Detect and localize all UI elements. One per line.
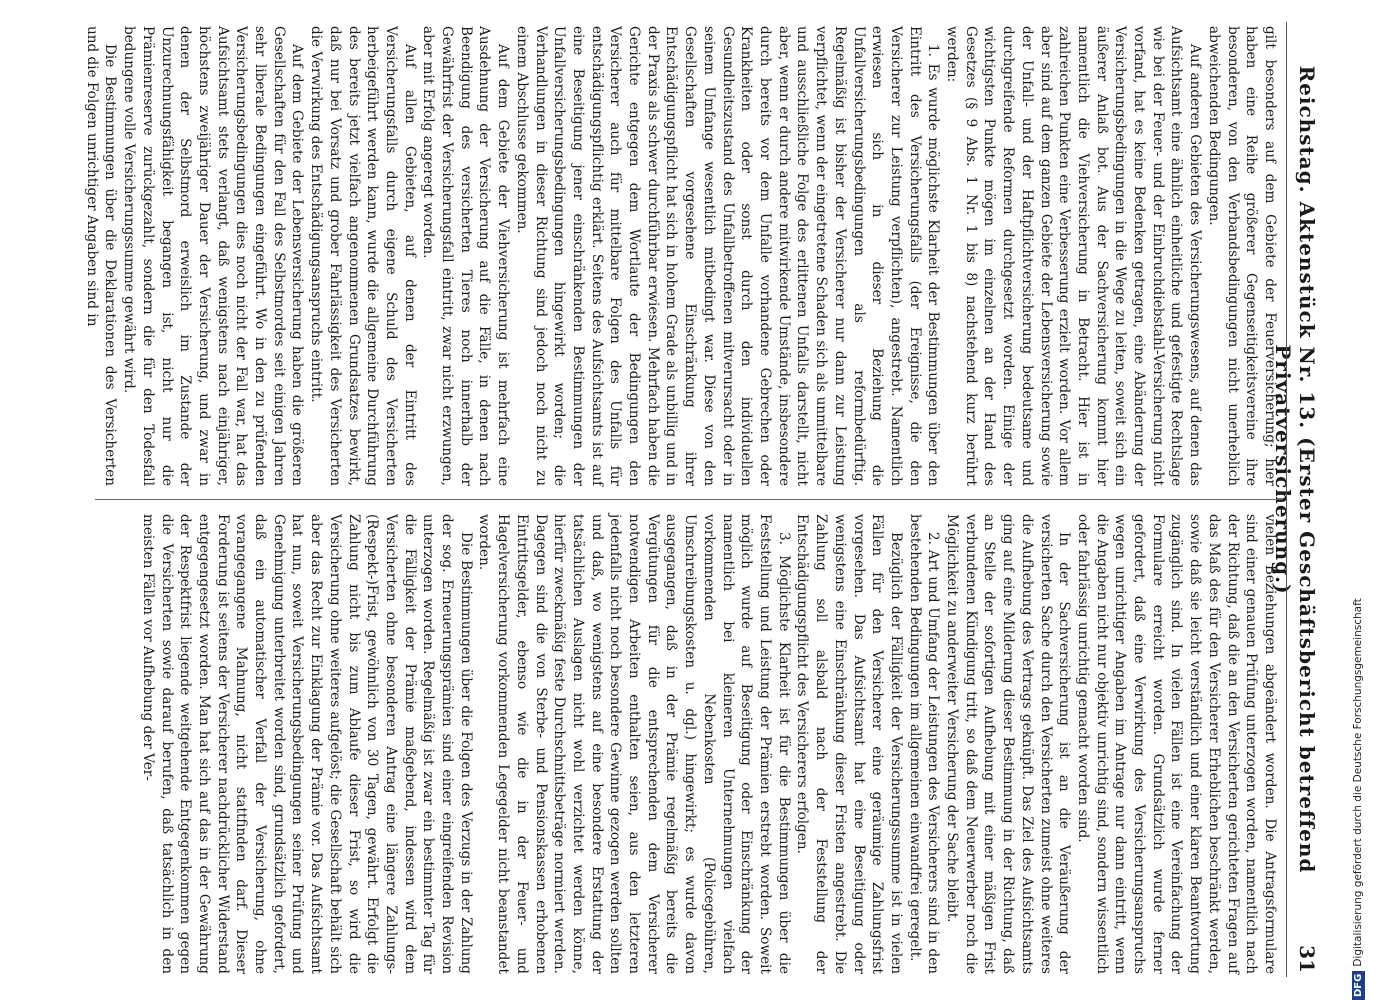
paragraph: Die Bestimmungen über die Folgen des Verzugs in der Zahlung der sog. Erneuerungsprämien sind einer eingreifenden Revision unterzogen worden. Regelmäßig ist zwar ein bestimmter Tag für die Fälligkeit der Prämie maßgebend, indessen wird dem Versicherten ohne besonderen Antrag eine längere Zahlungs-(Respekt-)Frist, gewöhnlich von 30 Tagen, gewährt. Erfolgt die Zahlung nicht bis zum Ablaufe dieser Frist, so wird die Versicherung ohne weiteres aufgelöst; die Gesellschaft behält sich aber das Recht zur Einklagung der Prämie vor. Das Aufsichtsamt hat nun, soweit Versicherungsbedingungen seiner Prüfung und Genehmigung unterbreitet worden sind, grundsätzlich gefordert, daß ein automatischer Verfall der Versicherung, ohne vorangegangene Mahnung, nicht stattfinden darf. Dieser Forderung ist seitens der Versicherer nachdrücklicher Widerstand entgegengesetzt worden. Man hat sich auf das in der Gewährung der Respektfrist liegende weitgehende Entgegenkommen gegen die Versicherten sowie darauf berufen, daß tatsächlich in den meisten Fällen vor Aufhebung der Ver- [139,514,474,974]
paragraph: 1. Es wurde möglichste Klarheit der Bestimmungen über den Eintritt des Versicherungsfalls (der Ereignisse, die den Versicherer zur Leistung verpflichten), angestrebt. Namentlich erwiesen sich in dieser Beziehung die Unfallversicherungsbedingungen als reformbedürftig. Regelmäßig ist bisher der Versicherer nur dann zur Leistung verpflichtet, wenn der eingetretene Schaden sich als unmittelbare und ausschließliche Folge des erlittenen Unfalls darstellt, nicht aber, wenn er durch andere mitwirkende Umstände, insbesondere durch bereits vor dem Unfalle vorhandene Gebrechen oder Krankheiten oder sonst durch den individuellen Gesundheitszustand des Unfallbetroffenen mitverursacht oder in seinem Umfange wesentlich mitbedingt war. Diese von den Gesellschaften vorgesehene Einschränkung ihrer Entschädigungspflicht hat sich in hohem Grade als unbillig und in der Praxis als schwer durchführbar erwiesen. Mehrfach haben die Gerichte entgegen dem Wortlaute der Bedingungen den Versicherer auch für mittelbare Folgen des Unfalls für entschädigungspflichtig erklärt. Seitens des Aufsichtsamts ist auf eine Beseitigung jener einschränkenden Bestimmungen der Unfallversicherungsbedingungen hingewirkt worden; die Verhandlungen in dieser Richtung sind jedoch noch nicht zu einem Abschlusse gekommen. [513,26,942,486]
paragraph: In der Sachversicherung ist an die Veräußerung der versicherten Sache durch den Versicherten zumeist ohne weiteres die Aufhebung des Vertrags geknüpft. Das Ziel des Aufsichtsamts ging auf eine Milderung dieser Bestimmung in der Richtung, daß an Stelle der sofortigen Aufhebung mit einer mäßigen Frist verbundenen Kündigung tritt, so daß dem Neuerwerber noch die Möglichkeit zu anderweiter Versicherung der Sache bleibt. [944,514,1073,974]
footer-text: Digitalisierung gefördert durch die Deutsche Forschungsgemeinschaft [1352,598,1364,967]
page-number: 31 [1295,945,1319,973]
paragraph: gilt besonders auf dem Gebiete der Feuerversicherung; hier haben eine Reihe größerer Gegenseitigkeitsvereine ihre besonderen, von den Verbandsbedingungen nicht unerheblich abweichenden Bedingungen. [1205,26,1278,486]
right-column [138,514,1279,974]
dfg-logo: DFG [1352,971,1365,1000]
paragraph: Auf anderen Gebieten des Versicherungswesens, auf denen das Aufsichtsamt eine ähnlich einheitliche und gefestigte Rechtslage wie bei der Feuer- und der Einbruchdiebstahl-Versicherung nicht vorfand, hat es keine Bedenken getragen, eine Abänderung der Versicherungsbedingungen in die Wege zu leiten, soweit sich ein äußerer Anlaß bot. Aus der Sachversicherung kommt hier namentlich die Viehversicherung in Betracht. Hier ist in zahlreichen Punkten eine Verbesserung erzielt worden. Vor allem aber sind auf dem ganzen Gebiete der Lebensversicherung sowie der Unfall- und der Haftpflichtversicherung bedeutsame und durchgreifende Reformen durchgesetzt worden. Einige der wichtigsten Punkte mögen im einzelnen an der Hand des Gesetzes (§ 9 Abs. 1 Nr. 1 bis 8) nachstehend kurz berührt werden: [944,26,1204,486]
paragraph: vielen Beziehungen abgeändert worden. Die Antragsformulare sind einer genauen Prüfung unterzogen worden, namentlich nach der Richtung, daß die an den Versicherten gerichteten Fragen auf das Maß des für den Versicherer Erheblichen beschränkt werden, sowie daß sie leicht verständlich und einer klaren Beantwortung zugänglich sind. In vielen Fällen ist eine Vereinfachung der Formulare erreicht worden. Grundsätzlich wurde ferner gefordert, daß eine Verwirkung des Versicherungsanspruchs wegen unrichtiger Angaben im Antrage nur dann eintritt, wenn die Angaben nicht nur objektiv unrichtig sind, sondern wissentlich oder fahrlässig unrichtig gemacht worden sind. [1074,514,1278,974]
paragraph: Auf dem Gebiete der Viehversicherung ist mehrfach eine Ausdehnung der Versicherung auf die Fälle, in denen nach Beendigung des versicherten Tieres noch innerhalb der Gewährfrist der Versicherungsfall eintritt, zwar nicht erzwungen, aber mit Erfolg angeregt worden. [420,26,512,486]
paragraph: Auf dem Gebiete der Lebensversicherung haben die größeren Gesellschaften für den Fall des Selbstmordes seit einigen Jahren sehr liberale Bedingungen eingeführt. Wo in den zu prüfenden Versicherungsbedingungen dies noch nicht der Fall war, hat das Aufsichtsamt stets verlangt, daß wenigstens nach einjähriger, höchstens zweijähriger Dauer der Versicherung, und zwar in denen der Selbstmord erweislich im Zustande der Unzurechnungsfähigkeit begangen ist, nicht nur die Prämienreserve zurückgezahlt, sondern die für den Todesfall bedungene volle Versicherungssumme gewährt wird. [121,26,306,486]
rotated-document-page [83,22,1323,977]
paragraph: Auf allen Gebieten, auf denen der Eintritt des Versicherungsfalls durch eigene Schuld des Versicherten herbeigeführt werden kann, wurde die allgemeine Durchführung des bereits jetzt vielfach angenommenen Grundsatzes bewirkt, daß nur bei Vorsatz und grober Fahrlässigkeit des Versicherten die Verwirkung des Entschädigungsanspruchs eintritt. [308,26,418,486]
left-column [82,26,1279,486]
column-divider [95,499,1283,500]
paragraph: 3. Möglichste Klarheit ist für die Bestimmungen über die Feststellung und Leistung der Prämien erstrebt worden. Soweit möglich wurde auf Beseitigung oder Einschränkung der namentlich bei kleineren Unternehmungen vielfach vorkommenden Nebenkosten (Policegebühren, Umschreibungskosten u. dgl.) hingewirkt; es wurde davon ausgegangen, daß in der Prämie regelmäßig bereits die Vergütungen für die entsprechenden dem Versicherer notwendigen Arbeiten enthalten seien, aus den letzteren jedenfalls nicht noch besondere Gewinne gezogen werden sollten und daß, wo wenigstens auf eine besondere Erstattung der tatsächlichen Auslagen nicht wohl verzichtet werden könne, hierfür zweckmäßig feste Durchschnittsbeträge normiert werden. Dagegen sind die von Sterbe- und Pensionskassen erhobenen Eintrittsgelder, ebenso wie die in der Feuer- und Hagelversicherung vorkommenden Legegelder nicht beanstandet worden. [476,514,792,974]
header-rule [1286,22,1287,977]
digitization-footer [1352,0,1374,1000]
paragraph: Die Bestimmungen über die Deklarationen des Versicherten und die Folgen unrichtiger Angaben sind in [83,26,119,486]
paragraph: Bezüglich der Fälligkeit der Versicherungssumme ist in vielen Fällen für den Versicherer eine geräumige Zahlungsfrist vorgesehen. Das Aufsichtsamt hat eine Beseitigung oder wenigstens eine Einschränkung dieser Fristen angestrebt. Die Zahlung soll alsbald nach der Feststellung der Entschädigungspflicht des Versicherers erfolgen. [794,514,904,974]
paragraph: 2. Art und Umfang der Leistungen des Versicherers sind in den bestehenden Bedingungen im allgemeinen einwandfrei geregelt. [906,514,942,974]
running-title: Reichstag. Aktenstück Nr. 13. (Erster Geschäftsbericht betreffend Privatversicherung.) [1271,65,1319,874]
page-header [1271,22,1323,977]
